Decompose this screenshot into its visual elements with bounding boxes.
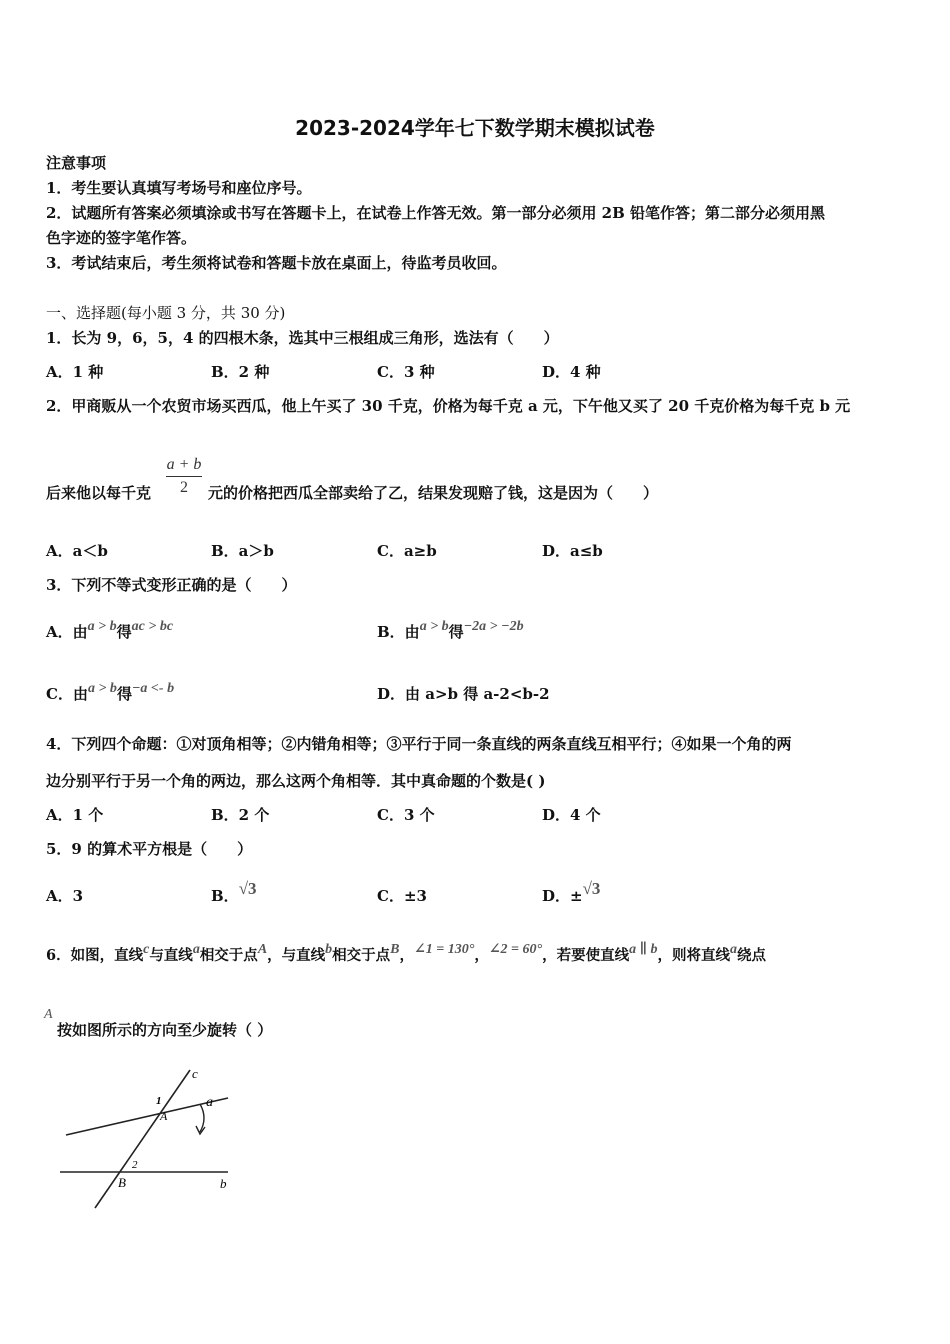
q6-text: 相交于点: [199, 947, 258, 964]
question-3-stem: 3．下列不等式变形正确的是（ ）: [46, 576, 297, 594]
q6-text: ，则将直线: [657, 947, 731, 964]
q6-math-b: b: [325, 942, 333, 957]
q3-c-math2: −a <- b: [131, 681, 175, 696]
q6-text: ，若要使直线: [542, 947, 630, 964]
question-2-stem: 2．甲商贩从一个农贸市场买西瓜，他上午买了 30 千克，价格为每千克 a 元，下午他又买了 20 千克价格为每千克 b 元: [46, 397, 851, 415]
question-4-stem-cont: 边分别平行于另一个角的两边，那么这两个角相等．其中真命题的个数是( ): [46, 772, 546, 790]
page-title: 2023-2024学年七下数学期末模拟试卷: [295, 116, 655, 140]
rotation-arrow-icon: [200, 1104, 204, 1132]
q3-c-mid: 得: [116, 685, 132, 703]
q5-option-d: [542, 879, 601, 906]
q6-text: ，与直线: [267, 947, 326, 964]
q6-text: 绕点: [737, 947, 767, 964]
q6-math-B: B: [390, 942, 400, 957]
q5-option-b: [211, 879, 257, 906]
notice-item: 色字迹的签字笔作答。: [46, 229, 197, 247]
q2-option-b: B．a＞b: [211, 542, 274, 560]
line-c: [95, 1070, 190, 1208]
q1-option-c: C．3 种: [377, 363, 435, 381]
q3-option-a: [46, 621, 173, 642]
q3-b-prefix: B．由: [377, 623, 420, 641]
q3-b-math1: a > b: [419, 619, 449, 634]
q6-math-point-A: A: [44, 1007, 53, 1022]
q3-option-b: [377, 621, 524, 642]
q1-option-a: A．1 种: [46, 363, 104, 381]
q5-option-c: C．±3: [377, 887, 427, 905]
question-2-stem-cont: 后来他以每千克: [46, 484, 152, 502]
q6-text: 相交于点: [332, 947, 391, 964]
q6-math-parallel: a ∥ b: [629, 942, 658, 957]
q4-option-c: C．3 个: [377, 806, 435, 824]
question-6-stem-cont: 按如图所示的方向至少旋转（ ）: [57, 1021, 273, 1039]
label-A: A: [160, 1109, 168, 1123]
q5-option-a: A．3: [46, 887, 84, 905]
q3-c-math1: a > b: [87, 681, 117, 696]
q1-option-b: B．2 种: [211, 363, 270, 381]
q3-a-math2: ac > bc: [131, 619, 174, 634]
label-angle-2: 2: [132, 1159, 138, 1171]
question-1-stem: 1．长为 9，6，5，4 的四根木条，选其中三根组成三角形，选法有（ ）: [46, 329, 559, 347]
label-B: B: [118, 1175, 126, 1190]
question-2-stem-end: 元的价格把西瓜全部卖给了乙，结果发现赔了钱，这是因为（ ）: [208, 484, 659, 502]
fraction-a-plus-b-over-2: [162, 456, 206, 497]
q2-option-a: A．a＜b: [46, 542, 108, 560]
q6-text: 6．如图，直线: [46, 947, 144, 964]
q4-option-d: D．4 个: [542, 806, 601, 824]
q6-text: 与直线: [149, 947, 193, 964]
q6-math-a: a: [192, 942, 200, 957]
notice-item: 2．试题所有答案必须填涂或书写在答题卡上，在试卷上作答无效。第一部分必须用 2B 铅笔作答；第二部分必须用黑: [46, 204, 826, 222]
q3-b-math2: −2a > −2b: [463, 619, 524, 634]
fraction-denominator: 2: [180, 479, 188, 496]
notice-item: 1．考生要认真填写考场号和座位序号。: [46, 179, 312, 197]
label-b: b: [220, 1176, 227, 1191]
q5-b-prefix: B．: [211, 887, 239, 905]
question-5-stem: 5．9 的算术平方根是（ ）: [46, 840, 253, 858]
q6-math-A: A: [257, 942, 268, 957]
q6-math-a2: a: [730, 942, 738, 957]
notice-item: 3．考试结束后，考生须将试卷和答题卡放在桌面上，待监考员收回。: [46, 254, 507, 272]
label-c: c: [192, 1066, 198, 1081]
q3-a-math1: a > b: [87, 619, 117, 634]
q3-option-d: D．由 a>b 得 a-2<b-2: [377, 685, 550, 703]
q6-math-angle1: ∠1 = 130°: [414, 942, 475, 957]
question-4-stem: 4．下列四个命题：①对顶角相等；②内错角相等；③平行于同一条直线的两条直线互相平行；④如果一个角的两: [46, 735, 792, 753]
question-6-stem: [46, 944, 766, 965]
q5-d-prefix: D．±: [542, 887, 583, 905]
q1-option-d: D．4 种: [542, 363, 601, 381]
label-angle-1: 1: [156, 1095, 162, 1107]
q4-option-a: A．1 个: [46, 806, 104, 824]
q3-a-prefix: A．由: [46, 623, 88, 641]
q2-option-d: D．a≤b: [542, 542, 603, 560]
q4-option-b: B．2 个: [211, 806, 270, 824]
q2-option-c: C．a≥b: [377, 542, 437, 560]
q3-c-prefix: C．由: [46, 685, 88, 703]
q5-d-math: √3: [582, 879, 601, 898]
notice-heading: 注意事项: [46, 154, 107, 172]
label-a: a: [206, 1095, 213, 1110]
q6-figure: [50, 1062, 250, 1212]
q6-math-c: c: [143, 942, 150, 957]
fraction-numerator: a + b: [166, 456, 202, 473]
q6-text: ，: [474, 947, 489, 964]
q5-b-math: √3: [238, 879, 257, 898]
section-heading: 一、选择题(每小题 3 分，共 30 分): [46, 304, 286, 322]
q3-b-mid: 得: [448, 623, 464, 641]
q6-text: ，: [399, 947, 414, 964]
q3-option-c: [46, 683, 174, 704]
q3-a-mid: 得: [116, 623, 132, 641]
q6-math-angle2: ∠2 = 60°: [488, 942, 543, 957]
